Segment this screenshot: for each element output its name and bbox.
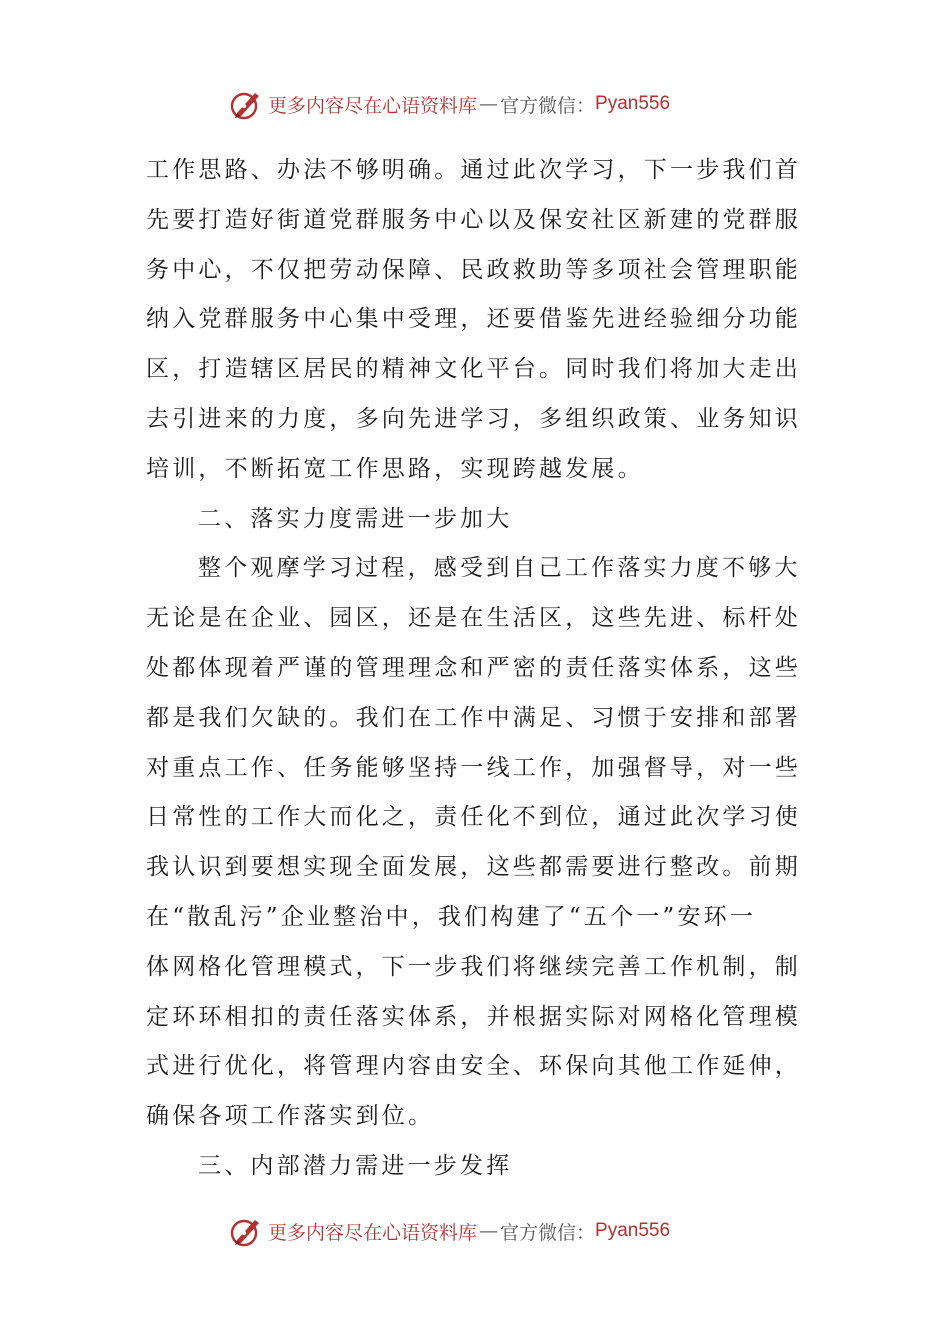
- paragraph-line: 工作思路、办法不够明确。通过此次学习，下一步我们首: [146, 157, 801, 183]
- paragraph-line: 都是我们欠缺的。我们在工作中满足、习惯于安排和部署: [146, 704, 801, 731]
- paragraph-line-indented: 整个观摩学习过程，感受到自己工作落实力度不够大: [198, 555, 801, 582]
- pen-circle-logo-icon: [228, 86, 264, 122]
- document-body: [146, 146, 808, 1192]
- paragraph-line: 确保各项工作落实到位。: [146, 1103, 435, 1130]
- paragraph-line: 日常性的工作大而化之，责任化不到位，通过此次学习使: [146, 804, 801, 831]
- banner-dash: —: [479, 1220, 499, 1242]
- footer-banner: [228, 1211, 670, 1251]
- paragraph-line: 处都体现着严谨的管理理念和严密的责任落实体系，这些: [146, 654, 801, 681]
- banner-dash: —: [479, 93, 499, 115]
- paragraph-line-indented: 三、内部潜力需进一步发挥: [198, 1152, 513, 1179]
- paragraph-line: 我认识到要想实现全面发展，这些都需要进行整改。前期: [146, 854, 801, 881]
- banner-handle: Pyan556: [595, 1220, 671, 1241]
- paragraph-line: 去引进来的力度，多向先进学习，多组织政策、业务知识: [146, 405, 801, 432]
- paragraph-line: 区，打造辖区居民的精神文化平台。同时我们将加大走出: [146, 356, 801, 383]
- banner-subtitle: 官方微信：: [500, 1221, 596, 1244]
- header-banner: [228, 84, 670, 124]
- banner-handle: Pyan556: [595, 93, 671, 114]
- pen-circle-logo-icon: [228, 1213, 264, 1249]
- paragraph-line: 对重点工作、任务能够坚持一线工作，加强督导，对一些: [146, 754, 801, 781]
- banner-subtitle: 官方微信：: [500, 94, 596, 117]
- paragraph-line: 务中心，不仅把劳动保障、民政救助等多项社会管理职能: [146, 256, 801, 283]
- paragraph-line-indented: 二、落实力度需进一步加大: [198, 505, 513, 532]
- paragraph-line: 式进行优化，将管理内容由安全、环保向其他工作延伸，: [146, 1053, 801, 1080]
- paragraph-line: 纳入党群服务中心集中受理，还要借鉴先进经验细分功能: [146, 306, 801, 333]
- paragraph-line: 体网格化管理模式，下一步我们将继续完善工作机制，制: [146, 953, 801, 980]
- banner-title: 更多内容尽在心语资料库: [268, 1221, 478, 1244]
- paragraph-line: 定环环相扣的责任落实体系，并根据实际对网格化管理模: [146, 1003, 801, 1030]
- paragraph-line: 先要打造好街道党群服务中心以及保安社区新建的党群服: [146, 206, 801, 233]
- paragraph-line: 在“散乱污”企业整治中，我们构建了“五个一”安环一: [146, 903, 757, 930]
- paragraph-line: 培训，不断拓宽工作思路，实现跨越发展。: [146, 455, 644, 482]
- banner-title: 更多内容尽在心语资料库: [268, 94, 478, 117]
- paragraph-line: 无论是在企业、园区，还是在生活区，这些先进、标杆处: [146, 605, 801, 632]
